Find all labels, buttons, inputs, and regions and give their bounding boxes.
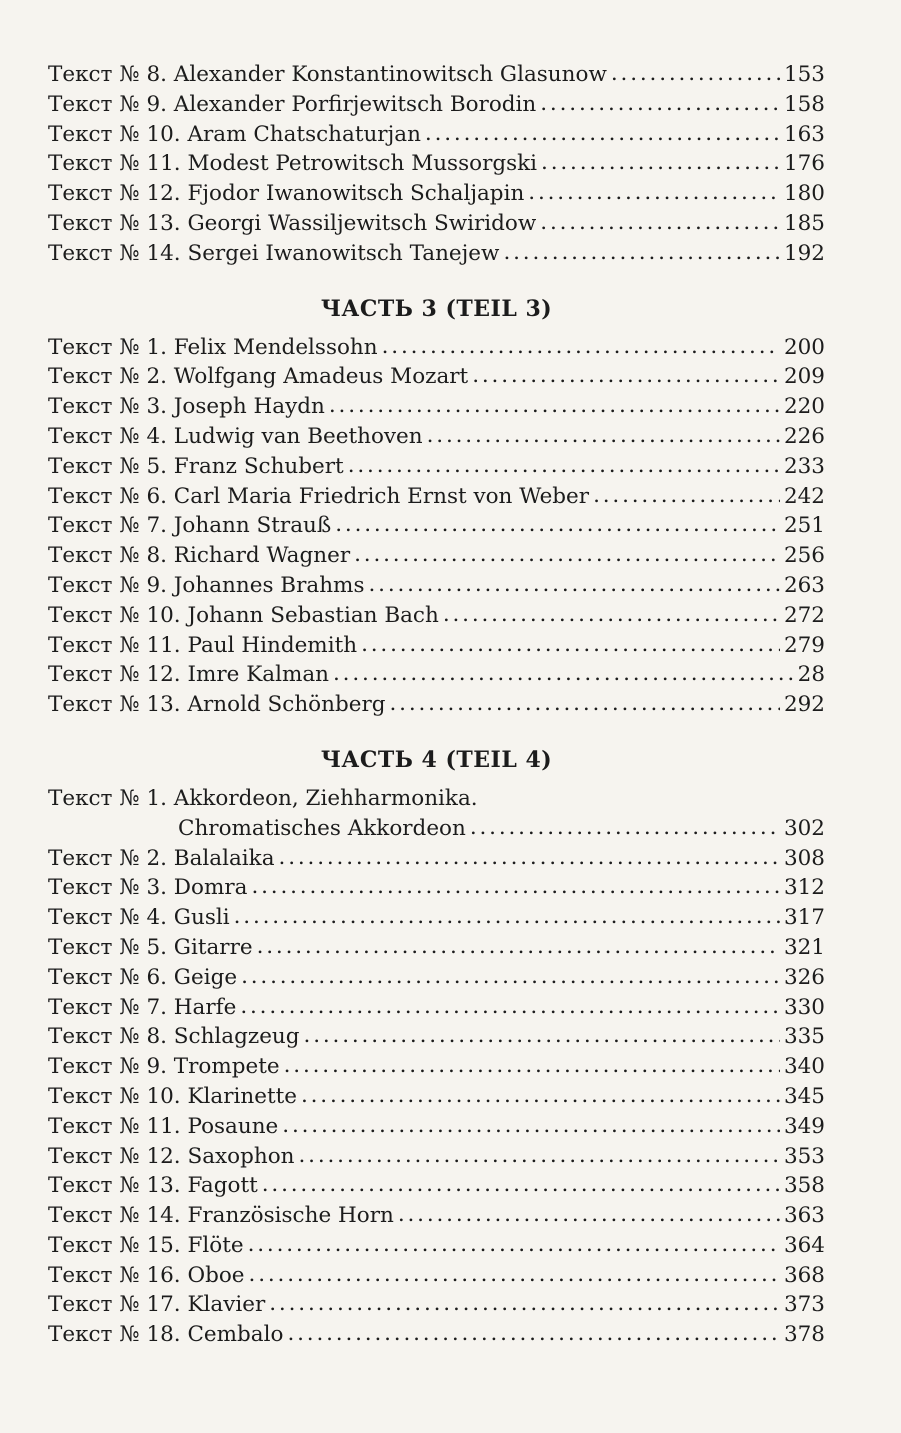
toc-entry-page: 226 xyxy=(783,423,825,449)
toc-entry-page: 200 xyxy=(783,334,825,360)
toc-entry xyxy=(48,1171,825,1201)
toc-entry xyxy=(48,1112,825,1142)
toc-entry-label: Текст № 18. Cembalo xyxy=(48,1322,284,1348)
dot-leader xyxy=(611,59,780,89)
toc-entry-page: 321 xyxy=(783,934,825,960)
toc-entry xyxy=(48,1290,825,1320)
toc-entry-page: 302 xyxy=(783,815,825,841)
dot-leader xyxy=(354,540,780,570)
dot-leader xyxy=(389,689,779,719)
toc-entry xyxy=(48,482,825,512)
toc-entry xyxy=(48,903,825,933)
toc-entry xyxy=(48,1261,825,1291)
toc-entry-label: Текст № 10. Johann Sebastian Bach xyxy=(48,602,439,628)
toc-entry-label: Текст № 8. Alexander Konstantinowitsch Glasunow xyxy=(48,62,607,87)
toc-entry-label: Текст № 8. Schlagzeug xyxy=(48,1024,300,1050)
toc-entry-page: 158 xyxy=(783,91,825,117)
dot-leader xyxy=(282,1111,780,1141)
dot-leader xyxy=(262,1170,780,1200)
toc-entry-label: Текст № 2. Balalaika xyxy=(48,845,275,871)
toc-entry-page: 163 xyxy=(783,121,825,147)
toc-entry-label: Текст № 11. Paul Hindemith xyxy=(48,632,358,658)
dot-leader xyxy=(382,332,780,362)
toc-entry xyxy=(48,1022,825,1052)
toc-entry-page: 312 xyxy=(783,875,825,901)
toc-entry-label: Текст № 11. Posaune xyxy=(48,1113,279,1139)
dot-leader xyxy=(368,570,779,600)
dot-leader xyxy=(269,1289,780,1319)
toc-entry xyxy=(48,392,825,422)
toc-entry-page: 363 xyxy=(783,1203,825,1229)
toc-entry-continuation xyxy=(48,814,825,844)
toc-entry-page: 335 xyxy=(783,1024,825,1050)
toc-entry-label: Текст № 4. Gusli xyxy=(48,905,230,931)
dot-leader xyxy=(333,659,794,689)
dot-leader xyxy=(540,89,780,119)
toc-entry-label: Текст № 1. Akkordeon, Ziehharmonika. xyxy=(48,785,478,811)
toc-entry-label: Текст № 5. Gitarre xyxy=(48,934,253,960)
toc-entry-page: 349 xyxy=(783,1113,825,1139)
toc-entry xyxy=(48,1201,825,1231)
toc-entry-page: 353 xyxy=(783,1143,825,1169)
toc-entry-label: Текст № 4. Ludwig van Beethoven xyxy=(48,423,423,449)
toc-entry-page: 272 xyxy=(783,602,825,628)
toc-entry xyxy=(48,933,825,963)
dot-leader xyxy=(541,148,780,178)
dot-leader xyxy=(335,510,780,540)
toc-entry xyxy=(48,1082,825,1112)
toc-entry-label: Текст № 12. Fjodor Iwanowitsch Schaljapin xyxy=(48,181,525,207)
dot-leader xyxy=(287,1319,780,1349)
dot-leader xyxy=(425,119,780,149)
dot-leader xyxy=(279,843,780,873)
toc-entry xyxy=(48,1142,825,1172)
toc-entry-page: 340 xyxy=(783,1054,825,1080)
dot-leader xyxy=(470,813,780,843)
toc-entry-label: Текст № 13. Fagott xyxy=(48,1173,258,1199)
dot-leader xyxy=(248,1230,780,1260)
toc-entry xyxy=(48,452,825,482)
toc-entry-page: 242 xyxy=(783,483,825,509)
toc-entry xyxy=(48,963,825,993)
dot-leader xyxy=(299,1141,780,1171)
toc-entry xyxy=(48,149,825,179)
toc-entry-label: Текст № 10. Klarinette xyxy=(48,1083,297,1109)
toc-entry xyxy=(48,422,825,452)
toc-entry-page: 358 xyxy=(783,1173,825,1199)
toc-entry-page: 180 xyxy=(783,181,825,207)
dot-leader xyxy=(472,361,780,391)
toc-entry-page: 364 xyxy=(783,1232,825,1258)
toc-entry-label: Текст № 16. Oboe xyxy=(48,1262,245,1288)
toc-section-part2-tail xyxy=(48,60,901,269)
toc-entry xyxy=(48,660,825,690)
toc-entry-page: 373 xyxy=(783,1292,825,1318)
dot-leader xyxy=(348,451,780,481)
dot-leader xyxy=(251,872,779,902)
toc-entry-page: 263 xyxy=(783,572,825,598)
toc-entry-page: 233 xyxy=(783,453,825,479)
toc-entry-page: 28 xyxy=(797,662,825,688)
toc-entry xyxy=(48,1320,825,1350)
toc-entry-page: 326 xyxy=(783,964,825,990)
toc-entry-page: 256 xyxy=(783,543,825,569)
toc-entry xyxy=(48,209,825,239)
toc-entry-label: Текст № 2. Wolfgang Amadeus Mozart xyxy=(48,364,469,390)
toc-entry-label: Текст № 12. Imre Kalman xyxy=(48,662,330,688)
toc-entry-label: Текст № 7. Johann Strauß xyxy=(48,513,332,539)
toc-entry-label: Текст № 15. Flöte xyxy=(48,1232,244,1258)
toc-entry xyxy=(48,1052,825,1082)
toc-entry xyxy=(48,571,825,601)
toc-entry-label: Текст № 6. Geige xyxy=(48,964,238,990)
dot-leader xyxy=(240,992,780,1022)
toc-entry-page: 378 xyxy=(783,1322,825,1348)
section-heading-part3: ЧАСТЬ 3 (TEIL 3) xyxy=(320,295,553,322)
toc-entry-page: 251 xyxy=(783,513,825,539)
dot-leader xyxy=(540,208,780,238)
toc-entry xyxy=(48,239,825,269)
dot-leader xyxy=(284,1051,780,1081)
toc-entry-page: 292 xyxy=(783,692,825,718)
toc-entry xyxy=(48,631,825,661)
dot-leader xyxy=(301,1081,780,1111)
toc-entry-label: Текст № 6. Carl Maria Friedrich Ernst von Weber xyxy=(48,483,590,509)
toc-entry xyxy=(48,993,825,1023)
dot-leader xyxy=(398,1200,780,1230)
toc-entry-label: Текст № 8. Richard Wagner xyxy=(48,543,351,569)
dot-leader xyxy=(503,238,780,268)
toc-entry xyxy=(48,120,825,150)
toc-entry-label: Текст № 11. Modest Petrowitsch Mussorgski xyxy=(48,151,538,177)
toc-entry-label: Текст № 10. Aram Chatschaturjan xyxy=(48,121,421,147)
toc-entry xyxy=(48,511,825,541)
dot-leader xyxy=(249,1260,780,1290)
toc-entry xyxy=(48,541,825,571)
toc-entry-page: 185 xyxy=(783,210,825,236)
toc-entry-page: 308 xyxy=(783,845,825,871)
toc-entry-page: 220 xyxy=(783,394,825,420)
dot-leader xyxy=(304,1021,780,1051)
dot-leader xyxy=(234,902,780,932)
dot-leader xyxy=(593,481,780,511)
dot-leader xyxy=(528,178,780,208)
dot-leader xyxy=(361,630,780,660)
toc-section-part4 xyxy=(48,784,901,1350)
toc-entry-page: 192 xyxy=(783,240,825,266)
toc-entry-label: Текст № 17. Klavier xyxy=(48,1292,266,1318)
toc-entry xyxy=(48,90,825,120)
toc-entry-label: Текст № 3. Joseph Haydn xyxy=(48,394,325,420)
toc-entry-label: Текст № 13. Arnold Schönberg xyxy=(48,692,386,718)
toc-entry-label: Chromatisches Akkordeon xyxy=(178,815,466,841)
toc-entry xyxy=(48,60,825,90)
toc-entry xyxy=(48,333,825,363)
dot-leader xyxy=(329,391,780,421)
toc-entry-label: Текст № 13. Georgi Wassiljewitsch Swiridow xyxy=(48,210,537,236)
toc-entry-label: Текст № 1. Felix Mendelssohn xyxy=(48,334,378,360)
toc-entry-page: 176 xyxy=(783,151,825,177)
toc-entry xyxy=(48,690,825,720)
toc-entry-label: Текст № 12. Saxophon xyxy=(48,1143,295,1169)
dot-leader xyxy=(427,421,780,451)
toc-entry-page: 368 xyxy=(783,1262,825,1288)
toc-entry-label: Текст № 14. Französische Horn xyxy=(48,1203,394,1229)
toc-entry-label: Текст № 3. Domra xyxy=(48,875,248,901)
toc-entry xyxy=(48,601,825,631)
toc-entry xyxy=(48,844,825,874)
toc-entry-label: Текст № 9. Alexander Porfirjewitsch Borodin xyxy=(48,91,537,117)
toc-entry-page: 330 xyxy=(783,994,825,1020)
section-heading-part4: ЧАСТЬ 4 (TEIL 4) xyxy=(320,746,553,773)
toc-entry-page: 317 xyxy=(783,905,825,931)
toc-entry xyxy=(48,873,825,903)
dot-leader xyxy=(241,962,780,992)
toc-entry xyxy=(48,784,825,814)
toc-entry-page: 345 xyxy=(783,1083,825,1109)
toc-entry-page: 153 xyxy=(783,62,825,87)
toc-entry-label: Текст № 9. Trompete xyxy=(48,1054,280,1080)
toc-entry-label: Текст № 7. Harfe xyxy=(48,994,237,1020)
toc-entry xyxy=(48,179,825,209)
toc-entry xyxy=(48,1231,825,1261)
toc-entry-label: Текст № 5. Franz Schubert xyxy=(48,453,344,479)
dot-leader xyxy=(257,932,780,962)
toc-entry-page: 209 xyxy=(783,364,825,390)
toc-entry-label: Текст № 9. Johannes Brahms xyxy=(48,572,365,598)
toc-section-part3 xyxy=(48,333,901,720)
toc-entry-label: Текст № 14. Sergei Iwanowitsch Tanejew xyxy=(48,240,500,266)
toc-entry-page: 279 xyxy=(783,632,825,658)
toc-entry xyxy=(48,362,825,392)
dot-leader xyxy=(443,600,780,630)
